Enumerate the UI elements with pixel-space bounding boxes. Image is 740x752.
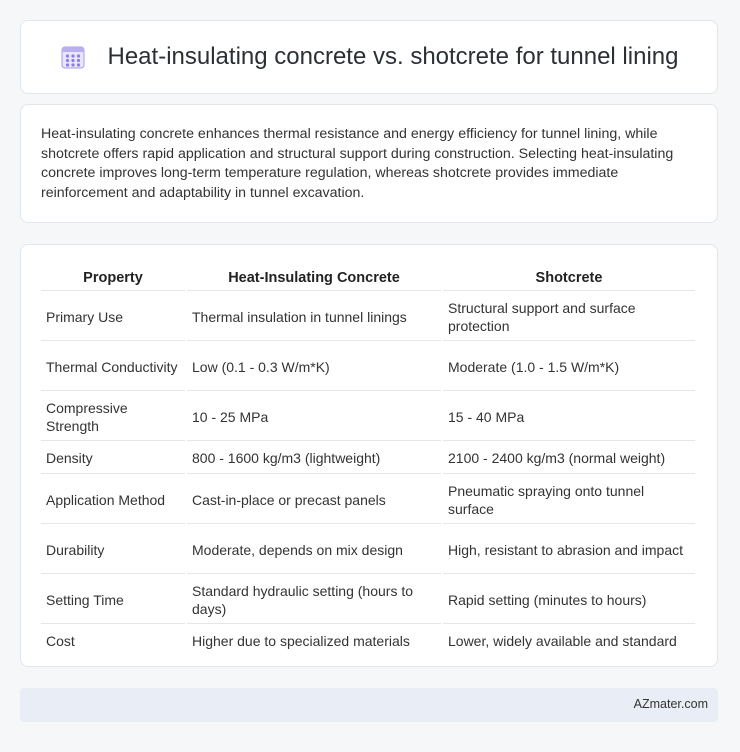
- row-heat-insulating-value: Higher due to specialized materials: [192, 633, 410, 649]
- row-property: Density: [41, 443, 185, 474]
- row-property: Compressive Strength: [41, 393, 185, 441]
- row-property: Primary Use: [41, 293, 185, 341]
- page-title: Heat-insulating concrete vs. shotcrete for tunnel lining: [107, 43, 679, 70]
- row-heat-insulating-value: Standard hydraulic setting (hours to days): [187, 576, 441, 624]
- row-shotcrete-value: 2100 - 2400 kg/m3 (normal weight): [443, 443, 695, 474]
- table-row: [41, 476, 695, 524]
- row-shotcrete-value: Structural support and surface protection: [443, 293, 695, 341]
- title-card: [20, 20, 718, 94]
- row-property: Cost: [46, 633, 75, 649]
- header-heat-insulating-concrete: Heat-Insulating Concrete: [187, 265, 441, 291]
- row-heat-insulating-value: Low (0.1 - 0.3 W/m*K): [187, 343, 441, 391]
- row-shotcrete-value: Moderate (1.0 - 1.5 W/m*K): [443, 343, 695, 391]
- row-property: Setting Time: [41, 576, 185, 624]
- table-row: [41, 343, 695, 391]
- row-property: Durability: [41, 526, 185, 574]
- table-row: [41, 393, 695, 441]
- row-property: Thermal Conductivity: [41, 343, 185, 391]
- row-shotcrete-value: Pneumatic spraying onto tunnel surface: [443, 476, 695, 524]
- row-heat-insulating-value: Moderate, depends on mix design: [187, 526, 441, 574]
- footer-bar: [20, 688, 718, 722]
- row-shotcrete-value: Rapid setting (minutes to hours): [443, 576, 695, 624]
- row-heat-insulating-value: 800 - 1600 kg/m3 (lightweight): [187, 443, 441, 474]
- header-shotcrete: Shotcrete: [443, 265, 695, 291]
- header-property: Property: [41, 265, 185, 291]
- table-row: [41, 576, 695, 624]
- table-row: [41, 443, 695, 474]
- row-heat-insulating-value: Thermal insulation in tunnel linings: [187, 293, 441, 341]
- row-property: Application Method: [41, 476, 185, 524]
- summary-text: Heat-insulating concrete enhances thermal resistance and energy efficiency for tunnel lining, while shotcrete offers rapid application and structural support during construction. Selecting heat-insulating concrete improves long-term temperature regulation, whereas shotcrete provides immediate reinforcement and adaptability in tunnel excavation.: [41, 126, 674, 201]
- table-header-row: [41, 265, 695, 291]
- row-heat-insulating-value: 10 - 25 MPa: [187, 393, 441, 441]
- row-shotcrete-value: 15 - 40 MPa: [443, 393, 695, 441]
- row-shotcrete-value: Lower, widely available and standard: [448, 633, 677, 649]
- calendar-grid-icon: [60, 44, 86, 70]
- table-row: [41, 526, 695, 574]
- comparison-table: [39, 263, 697, 658]
- comparison-table-card: [20, 244, 718, 667]
- summary-card: [20, 104, 718, 223]
- table-row: [41, 293, 695, 341]
- row-heat-insulating-value: Cast-in-place or precast panels: [187, 476, 441, 524]
- row-shotcrete-value: High, resistant to abrasion and impact: [443, 526, 695, 574]
- table-row: [41, 626, 695, 656]
- footer-brand: AZmater.com: [633, 697, 708, 711]
